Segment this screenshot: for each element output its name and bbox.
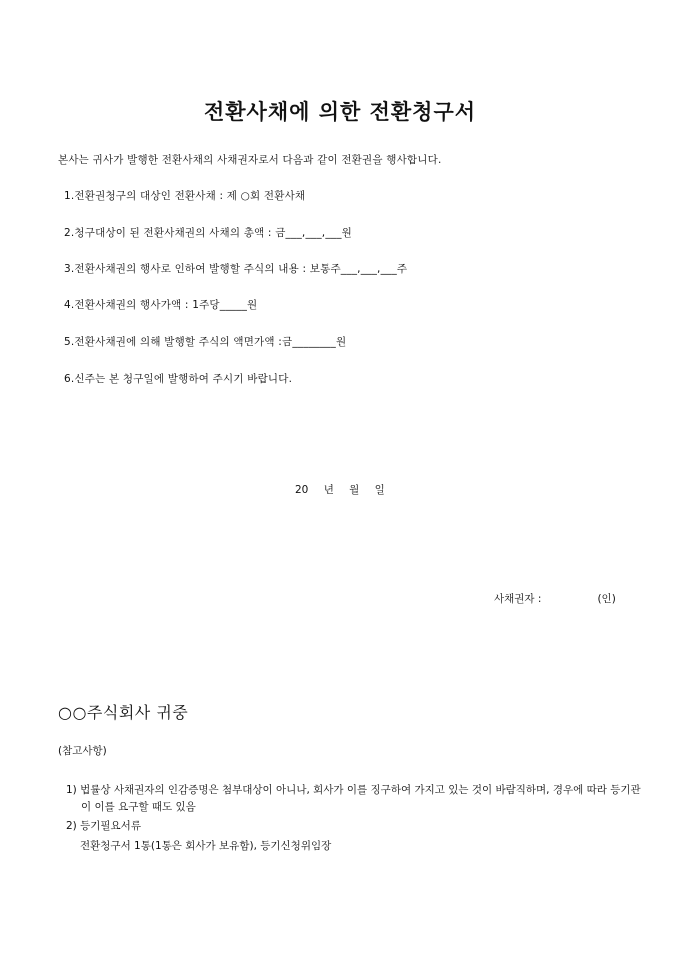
document-title: 전환사채에 의한 전환청구서 bbox=[203, 100, 477, 124]
item-6: 6.신주는 본 청구일에 발행하여 주시기 바랍니다. bbox=[64, 373, 293, 385]
item-1: 1.전환권청구의 대상인 전환사채 : 제 ○회 전환사채 bbox=[64, 190, 306, 202]
signature-line bbox=[494, 591, 616, 606]
item-2: 2.청구대상이 된 전환사채권의 사채의 총액 : 금___,___,___원 bbox=[64, 227, 353, 239]
note-1: 1) 법률상 사채권자의 인감증명은 첨부대상이 아니나, 회사가 이를 징구하여 가지고 있는 것이 바람직하며, 경우에 따라 등기관이 이를 요구할 때도 있음 bbox=[66, 784, 641, 813]
date-line: 20 년 월 일 bbox=[295, 484, 385, 496]
notes-heading: (참고사항) bbox=[58, 745, 107, 757]
recipient: ○○주식회사 귀중 bbox=[58, 703, 189, 722]
signature-label: 사채권자 : bbox=[494, 593, 542, 605]
note-2-heading: 2) 등기필요서류 bbox=[66, 820, 141, 832]
intro-paragraph: 본사는 귀사가 발행한 전환사채의 사채권자로서 다음과 같이 전환권을 행사합니다. bbox=[58, 154, 442, 166]
note-2-body: 전환청구서 1통(1통은 회사가 보유함), 등기신청위임장 bbox=[80, 840, 332, 852]
seal-placeholder: (인) bbox=[597, 593, 616, 605]
item-3: 3.전환사채권의 행사로 인하여 발행할 주식의 내용 : 보통주___,___,___주 bbox=[64, 263, 408, 275]
item-5: 5.전환사채권에 의해 발행할 주식의 액면가액 :금________원 bbox=[64, 336, 347, 348]
item-4: 4.전환사채권의 행사가액 : 1주당_____원 bbox=[64, 299, 258, 311]
